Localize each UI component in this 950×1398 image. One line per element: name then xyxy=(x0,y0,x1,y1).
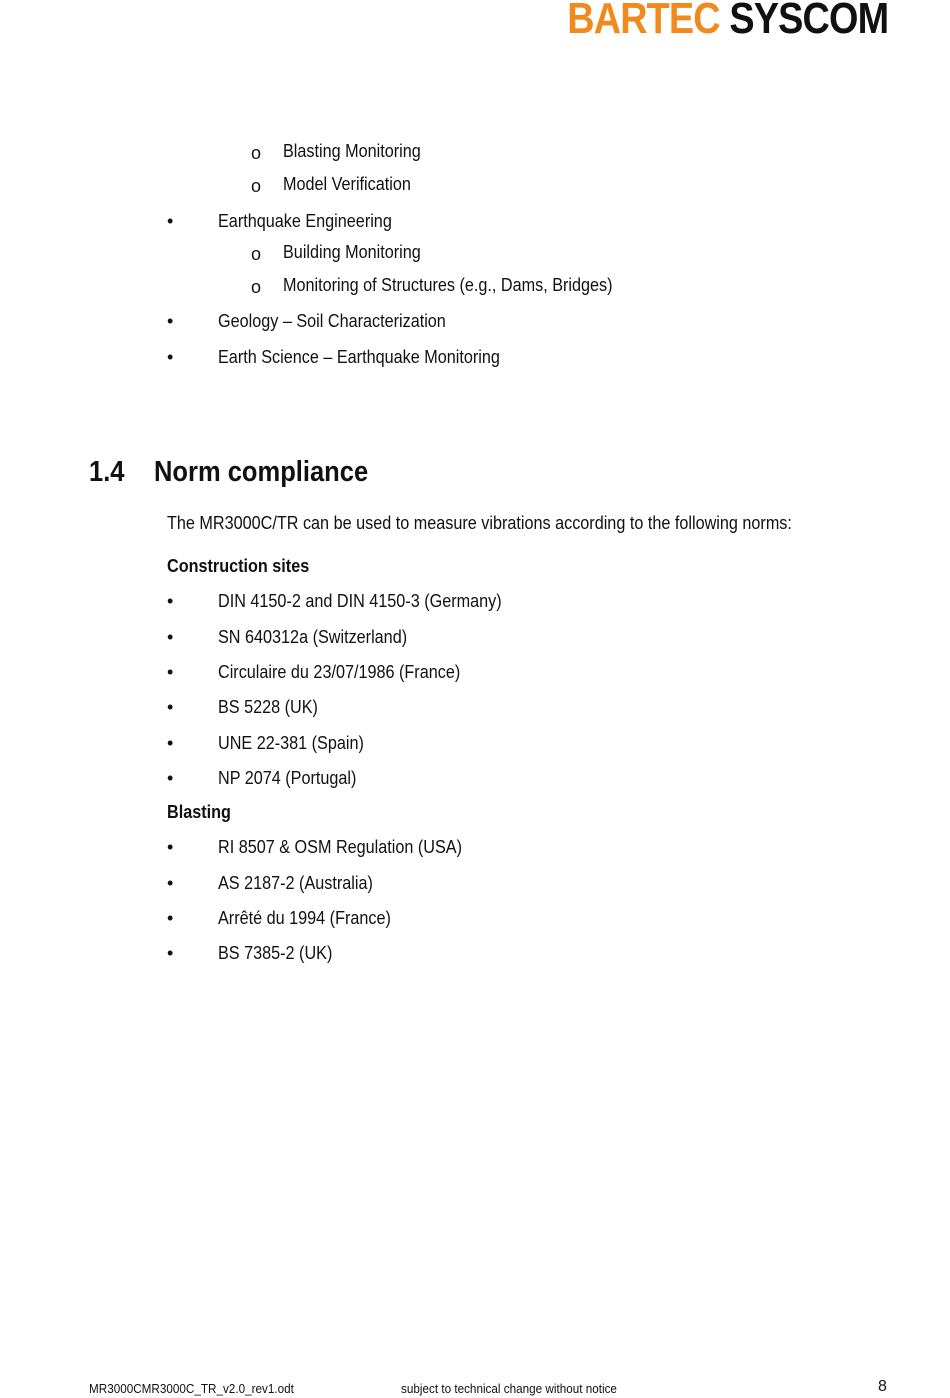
bullet-icon: • xyxy=(167,211,174,231)
bullet-icon: • xyxy=(167,837,174,857)
construction-heading: Construction sites xyxy=(167,556,310,576)
list-item: SN 640312a (Switzerland) xyxy=(218,627,408,647)
bullet-icon: • xyxy=(167,591,174,611)
sub-bullet-icon: o xyxy=(251,176,262,196)
list-item: Circulaire du 23/07/1986 (France) xyxy=(218,662,461,682)
logo-part2: SYSCOM xyxy=(729,0,888,43)
list-item: AS 2187-2 (Australia) xyxy=(218,873,373,893)
section-number: 1.4 xyxy=(89,456,125,488)
list-item: DIN 4150-2 and DIN 4150-3 (Germany) xyxy=(218,591,502,611)
bullet-icon: • xyxy=(167,311,174,331)
footer-filename: MR3000CMR3000C_TR_v2.0_rev1.odt xyxy=(89,1381,294,1396)
list-item: NP 2074 (Portugal) xyxy=(218,768,357,788)
sub-bullet-icon: o xyxy=(251,277,262,297)
list-item: Geology – Soil Characterization xyxy=(218,311,446,331)
list-item: BS 5228 (UK) xyxy=(218,697,318,717)
footer-notice: subject to technical change without notice xyxy=(401,1381,617,1396)
list-item: BS 7385-2 (UK) xyxy=(218,943,333,963)
bullet-icon: • xyxy=(167,697,174,717)
bullet-icon: • xyxy=(167,733,174,753)
bullet-icon: • xyxy=(167,768,174,788)
section-title: Norm compliance xyxy=(154,456,369,488)
list-item: Model Verification xyxy=(283,174,411,194)
list-item: Earthquake Engineering xyxy=(218,211,392,231)
section-intro: The MR3000C/TR can be used to measure vibrations according to the following norms: xyxy=(167,513,792,533)
list-item: UNE 22-381 (Spain) xyxy=(218,733,364,753)
bullet-icon: • xyxy=(167,627,174,647)
list-item: Building Monitoring xyxy=(283,242,421,262)
page-number: 8 xyxy=(878,1378,887,1395)
list-item: Blasting Monitoring xyxy=(283,141,421,161)
bullet-icon: • xyxy=(167,873,174,893)
list-item: Arrêté du 1994 (France) xyxy=(218,908,391,928)
list-item: Earth Science – Earthquake Monitoring xyxy=(218,347,500,367)
bullet-icon: • xyxy=(167,943,174,963)
logo-part1: BARTEC xyxy=(566,0,720,43)
blasting-heading: Blasting xyxy=(167,802,231,822)
bullet-icon: • xyxy=(167,347,174,367)
list-item: Monitoring of Structures (e.g., Dams, Bridges) xyxy=(283,275,613,295)
company-logo xyxy=(567,0,888,44)
sub-bullet-icon: o xyxy=(251,244,262,264)
sub-bullet-icon: o xyxy=(251,143,262,163)
bullet-icon: • xyxy=(167,662,174,682)
bullet-icon: • xyxy=(167,908,174,928)
list-item: RI 8507 & OSM Regulation (USA) xyxy=(218,837,463,857)
